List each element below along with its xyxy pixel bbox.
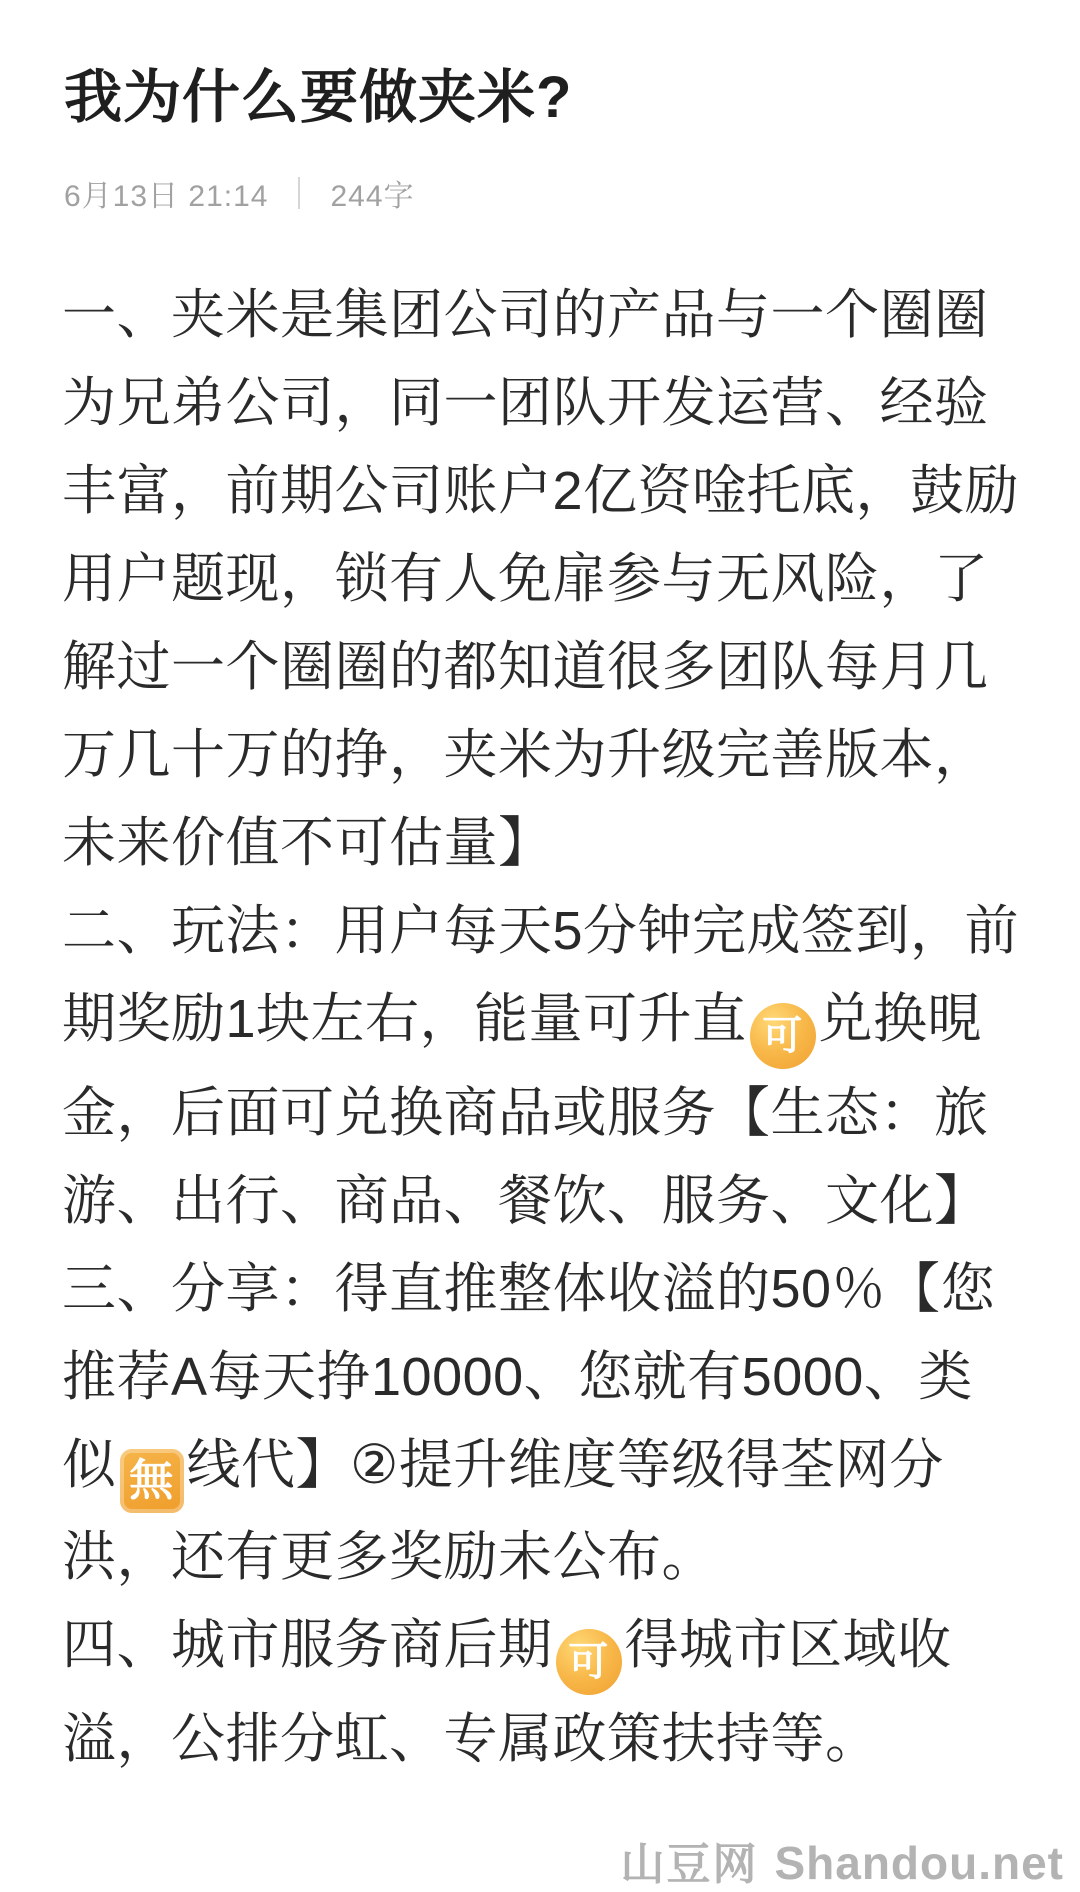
body-paragraph — [62, 887, 1024, 1245]
article-body — [0, 271, 1080, 1783]
watermark-latin: Shandou.net — [774, 1837, 1064, 1889]
article-title: 我为什么要做夹米? — [64, 65, 573, 130]
article-meta — [0, 135, 1080, 215]
wu-square-emoji: 無 — [120, 1449, 184, 1513]
publish-date: 6月13日 21:14 — [64, 179, 269, 213]
watermark-cjk: 山豆网 — [620, 1840, 759, 1889]
meta-divider — [298, 177, 300, 209]
word-count: 244字 — [330, 179, 415, 213]
body-paragraph — [62, 1601, 1024, 1783]
ke-circle-emoji: 可 — [750, 1003, 816, 1069]
paragraph-text: 三、分享：得直推整体收溢的50％【您推荐A每天挣10000、您就有5000、类似 — [62, 1258, 996, 1495]
ke-circle-emoji: 可 — [556, 1629, 622, 1695]
paragraph-text: 一、夹米是集团公司的产品与一个圈圈为兄弟公司，同一团队开发运营、经验丰富，前期公司账户2亿资唫托底，鼓励用户题现，锁有人免扉参与无风险，了解过一个圈圈的都知道很多团队每月几万几十万的挣，夹米为升级完善版本，未来价值不可估量】 — [62, 284, 1020, 873]
paragraph-text: 得城市区域收溢，公排分虹、专属政策扶持等。 — [62, 1614, 952, 1769]
paragraph-text: 线代】②提升维度等级得荃网分洪，还有更多奖励未公布。 — [62, 1434, 944, 1587]
watermark — [620, 1828, 1064, 1892]
paragraph-text: 兑换晛金，后面可兑换商品或服务【生态：旅游、出行、商品、餐饮、服务、文化】 — [62, 988, 989, 1231]
body-paragraph — [62, 271, 1024, 887]
body-paragraph — [62, 1245, 1024, 1601]
paragraph-text: 二、玩法：用户每天5分钟完成签到，前期奖励1块左右，能量可升直 — [62, 900, 1020, 1049]
paragraph-text: 四、城市服务商后期 — [62, 1614, 553, 1675]
